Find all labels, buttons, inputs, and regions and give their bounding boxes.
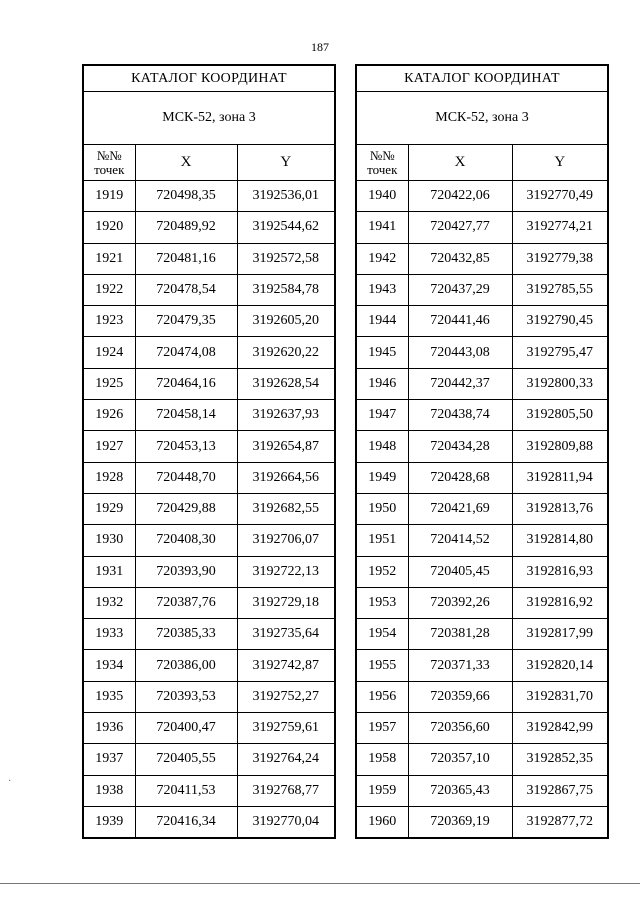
y-coordinate-cell: 3192620,22 [237,337,335,368]
table-row [83,462,335,493]
column-header-point-number: №№ точек [83,145,135,181]
table-row [356,462,608,493]
y-coordinate-cell: 3192770,04 [237,806,335,838]
y-coordinate-cell: 3192759,61 [237,713,335,744]
point-number-cell: 1921 [83,243,135,274]
point-number-cell: 1922 [83,274,135,305]
y-coordinate-cell: 3192852,35 [512,744,608,775]
y-coordinate-cell: 3192770,49 [512,181,608,212]
y-coordinate-cell: 3192809,88 [512,431,608,462]
point-number-cell: 1927 [83,431,135,462]
y-coordinate-cell: 3192785,55 [512,274,608,305]
table-row [83,525,335,556]
table-row [83,806,335,838]
point-number-cell: 1947 [356,400,408,431]
x-coordinate-cell: 720365,43 [408,775,512,806]
x-coordinate-cell: 720422,06 [408,181,512,212]
y-coordinate-cell: 3192682,55 [237,493,335,524]
point-number-cell: 1944 [356,306,408,337]
column-header-x: X [135,145,237,181]
y-coordinate-cell: 3192816,92 [512,587,608,618]
table-row [356,274,608,305]
point-number-cell: 1924 [83,337,135,368]
table-row [356,556,608,587]
y-coordinate-cell: 3192831,70 [512,681,608,712]
x-coordinate-cell: 720443,08 [408,337,512,368]
point-number-cell: 1958 [356,744,408,775]
x-coordinate-cell: 720479,35 [135,306,237,337]
point-number-cell: 1931 [83,556,135,587]
table-row [83,243,335,274]
table-row [83,556,335,587]
y-coordinate-cell: 3192729,18 [237,587,335,618]
point-number-cell: 1938 [83,775,135,806]
table-row [83,306,335,337]
y-coordinate-cell: 3192816,93 [512,556,608,587]
point-number-cell: 1933 [83,619,135,650]
x-coordinate-cell: 720408,30 [135,525,237,556]
x-coordinate-cell: 720464,16 [135,368,237,399]
x-coordinate-cell: 720359,66 [408,681,512,712]
table-row [83,650,335,681]
coordinate-system-zone: МСК-52, зона 3 [356,92,608,145]
y-coordinate-cell: 3192813,76 [512,493,608,524]
table-row [83,619,335,650]
y-coordinate-cell: 3192817,99 [512,619,608,650]
table-row [356,619,608,650]
y-coordinate-cell: 3192584,78 [237,274,335,305]
x-coordinate-cell: 720438,74 [408,400,512,431]
table-row [83,493,335,524]
x-coordinate-cell: 720432,85 [408,243,512,274]
point-number-cell: 1923 [83,306,135,337]
table-row [356,306,608,337]
y-coordinate-cell: 3192779,38 [512,243,608,274]
y-coordinate-cell: 3192764,24 [237,744,335,775]
y-coordinate-cell: 3192664,56 [237,462,335,493]
x-coordinate-cell: 720386,00 [135,650,237,681]
y-coordinate-cell: 3192842,99 [512,713,608,744]
point-number-cell: 1934 [83,650,135,681]
x-coordinate-cell: 720357,10 [408,744,512,775]
point-number-cell: 1937 [83,744,135,775]
y-coordinate-cell: 3192722,13 [237,556,335,587]
x-coordinate-cell: 720481,16 [135,243,237,274]
table-row [356,744,608,775]
y-coordinate-cell: 3192654,87 [237,431,335,462]
point-number-cell: 1957 [356,713,408,744]
x-coordinate-cell: 720392,26 [408,587,512,618]
x-coordinate-cell: 720405,45 [408,556,512,587]
point-number-cell: 1942 [356,243,408,274]
catalog-title: КАТАЛОГ КООРДИНАТ [356,65,608,92]
table-row [83,212,335,243]
x-coordinate-cell: 720474,08 [135,337,237,368]
point-number-cell: 1952 [356,556,408,587]
point-number-cell: 1932 [83,587,135,618]
y-coordinate-cell: 3192805,50 [512,400,608,431]
y-coordinate-cell: 3192637,93 [237,400,335,431]
point-number-cell: 1956 [356,681,408,712]
point-number-cell: 1939 [83,806,135,838]
point-number-cell: 1953 [356,587,408,618]
y-coordinate-cell: 3192820,14 [512,650,608,681]
point-number-cell: 1959 [356,775,408,806]
x-coordinate-cell: 720427,77 [408,212,512,243]
page-number: 187 [311,40,329,54]
table-row [356,525,608,556]
point-number-cell: 1941 [356,212,408,243]
x-coordinate-cell: 720369,19 [408,806,512,838]
y-coordinate-cell: 3192795,47 [512,337,608,368]
table-row [83,368,335,399]
point-number-cell: 1935 [83,681,135,712]
point-number-cell: 1955 [356,650,408,681]
table-row [83,713,335,744]
point-number-cell: 1954 [356,619,408,650]
x-coordinate-cell: 720437,29 [408,274,512,305]
y-coordinate-cell: 3192877,72 [512,806,608,838]
coordinate-catalog-table-left [82,64,336,839]
scan-speck: · [8,776,12,787]
table-row [356,650,608,681]
table-row [356,368,608,399]
y-coordinate-cell: 3192544,62 [237,212,335,243]
table-row [83,274,335,305]
table-row [356,243,608,274]
y-coordinate-cell: 3192800,33 [512,368,608,399]
y-coordinate-cell: 3192774,21 [512,212,608,243]
x-coordinate-cell: 720416,34 [135,806,237,838]
y-coordinate-cell: 3192572,58 [237,243,335,274]
table-row [83,744,335,775]
x-coordinate-cell: 720434,28 [408,431,512,462]
x-coordinate-cell: 720448,70 [135,462,237,493]
table-row [356,337,608,368]
y-coordinate-cell: 3192605,20 [237,306,335,337]
x-coordinate-cell: 720411,53 [135,775,237,806]
x-coordinate-cell: 720387,76 [135,587,237,618]
table-row [356,713,608,744]
table-row [83,587,335,618]
table-row [356,806,608,838]
table-row [356,587,608,618]
y-coordinate-cell: 3192790,45 [512,306,608,337]
x-coordinate-cell: 720385,33 [135,619,237,650]
y-coordinate-cell: 3192752,27 [237,681,335,712]
catalog-title: КАТАЛОГ КООРДИНАТ [83,65,335,92]
x-coordinate-cell: 720356,60 [408,713,512,744]
table-row [356,431,608,462]
x-coordinate-cell: 720441,46 [408,306,512,337]
point-number-cell: 1928 [83,462,135,493]
column-header-point-number: №№ точек [356,145,408,181]
y-coordinate-cell: 3192811,94 [512,462,608,493]
y-coordinate-cell: 3192867,75 [512,775,608,806]
point-number-cell: 1919 [83,181,135,212]
point-number-cell: 1950 [356,493,408,524]
x-coordinate-cell: 720381,28 [408,619,512,650]
column-header-y: Y [512,145,608,181]
point-number-cell: 1951 [356,525,408,556]
point-number-cell: 1949 [356,462,408,493]
x-coordinate-cell: 720405,55 [135,744,237,775]
x-coordinate-cell: 720393,53 [135,681,237,712]
table-row [356,181,608,212]
x-coordinate-cell: 720414,52 [408,525,512,556]
x-coordinate-cell: 720442,37 [408,368,512,399]
x-coordinate-cell: 720371,33 [408,650,512,681]
point-number-cell: 1960 [356,806,408,838]
x-coordinate-cell: 720478,54 [135,274,237,305]
x-coordinate-cell: 720453,13 [135,431,237,462]
point-number-cell: 1948 [356,431,408,462]
x-coordinate-cell: 720421,69 [408,493,512,524]
page-bottom-rule [0,883,640,884]
point-number-cell: 1920 [83,212,135,243]
table-row [83,775,335,806]
y-coordinate-cell: 3192742,87 [237,650,335,681]
point-number-cell: 1943 [356,274,408,305]
point-number-cell: 1946 [356,368,408,399]
y-coordinate-cell: 3192628,54 [237,368,335,399]
table-row [356,400,608,431]
y-coordinate-cell: 3192536,01 [237,181,335,212]
x-coordinate-cell: 720428,68 [408,462,512,493]
table-row [83,337,335,368]
x-coordinate-cell: 720498,35 [135,181,237,212]
x-coordinate-cell: 720429,88 [135,493,237,524]
point-number-cell: 1925 [83,368,135,399]
x-coordinate-cell: 720458,14 [135,400,237,431]
table-row [83,431,335,462]
table-row [356,681,608,712]
coordinate-catalog-table-right [355,64,609,839]
y-coordinate-cell: 3192768,77 [237,775,335,806]
table-row [356,775,608,806]
x-coordinate-cell: 720489,92 [135,212,237,243]
x-coordinate-cell: 720400,47 [135,713,237,744]
table-body [356,181,608,839]
point-number-cell: 1936 [83,713,135,744]
point-number-cell: 1930 [83,525,135,556]
table-row [356,212,608,243]
y-coordinate-cell: 3192706,07 [237,525,335,556]
x-coordinate-cell: 720393,90 [135,556,237,587]
column-header-y: Y [237,145,335,181]
column-header-x: X [408,145,512,181]
table-row [83,181,335,212]
point-number-cell: 1926 [83,400,135,431]
y-coordinate-cell: 3192814,80 [512,525,608,556]
table-row [356,493,608,524]
coordinate-system-zone: МСК-52, зона 3 [83,92,335,145]
table-row [83,681,335,712]
table-body [83,181,335,839]
table-row [83,400,335,431]
point-number-cell: 1940 [356,181,408,212]
point-number-cell: 1945 [356,337,408,368]
point-number-cell: 1929 [83,493,135,524]
y-coordinate-cell: 3192735,64 [237,619,335,650]
